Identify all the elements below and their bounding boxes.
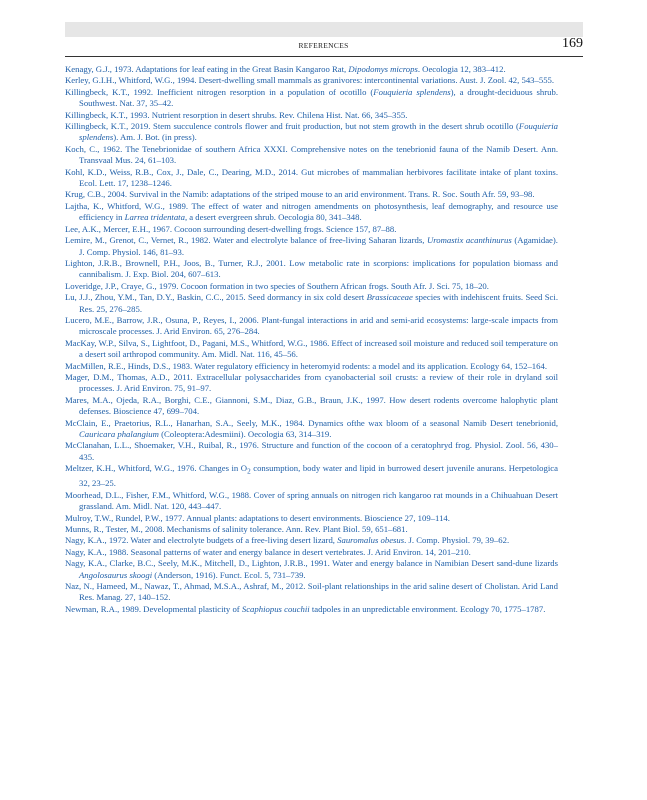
reference-entry	[65, 75, 558, 86]
reference-entry	[65, 87, 558, 110]
reference-entry	[65, 513, 558, 524]
reference-entry	[65, 201, 558, 224]
species-name: Scaphiopus couchii	[241, 603, 310, 614]
reference-entry	[65, 121, 558, 144]
reference-text: MacMillen, R.E., Hinds, D.S., 1983. Water regulatory efficiency in heteromyid rodents: a model and its application. Ecology 64, 152–164.	[65, 360, 548, 371]
reference-text: Killingbeck, K.T., 1992. Inefficient nitrogen resorption in a population of ocotillo (	[65, 86, 374, 97]
reference-text: Kenagy, G.J., 1973. Adaptations for leaf eating in the Great Basin Kangaroo Rat,	[65, 64, 349, 74]
reference-entry	[65, 64, 558, 75]
reference-text: species with indehiscent fruits. Seed Sci. Res. 25, 276–285.	[79, 292, 558, 314]
reference-text: Naz, N., Hameed, M., Nawaz, T., Ahmad, M.S.A., Ashraf, M., 2012. Soil-plant relationships in the arid saline desert of Cholistan. Arid Land Res. Manag. 27, 140–152.	[65, 581, 558, 603]
reference-entry	[65, 235, 558, 258]
reference-entry	[65, 292, 558, 315]
reference-text: Lee, A.K., Mercer, E.H., 1967. Cocoon surrounding desert-dwelling frogs. Science 157, 87–88.	[65, 223, 397, 234]
reference-text: Mulroy, T.W., Rundel, P.W., 1977. Annual plants: adaptations to desert environments. Bioscience 27, 109–114.	[65, 512, 450, 523]
species-name: Cauricara phalangium	[79, 429, 159, 439]
reference-text: Lighton, J.R.B., Brownell, P.H., Joos, B., Turner, R.J., 2001. Low metabolic rate in scorpions: implications for population biomass and cannibalism. J. Exp. Biol. 204, 607–613.	[65, 257, 558, 280]
reference-entry	[65, 558, 558, 581]
subscript: 2	[247, 467, 251, 476]
reference-text: Lemire, M., Grenot, C., Vernet, R., 1982. Water and electrolyte balance of free-living Saharan lizards,	[65, 235, 427, 246]
reference-text: Lu, J.J., Zhou, Y.M., Tan, D.Y., Baskin, C.C., 2015. Seed dormancy in six cold desert	[65, 292, 367, 303]
reference-text: Kohl, K.D., Weiss, R.B., Cox, J., Dale, C., Dearing, M.D., 2014. Gut microbes of mammalian herbivores facilitate intake of plant toxins. Ecol. Lett. 17, 1238–1246.	[65, 166, 558, 189]
reference-entry	[65, 315, 558, 338]
header-rule	[65, 56, 583, 57]
reference-text: ). Am. J. Bot. (in press).	[113, 132, 197, 143]
reference-entry	[65, 524, 558, 535]
reference-text: (Agamidae). J. Comp. Physiol. 146, 81–93.	[79, 235, 558, 257]
reference-text: tadpoles in an unpredictable environment. Ecology 70, 1775–1787.	[309, 603, 546, 614]
reference-entry	[65, 110, 558, 121]
reference-entry	[65, 189, 558, 200]
reference-text: McClain, E., Praetorius, R.L., Hanarhan, S.A., Seely, M.K., 1984. Dynamics ofthe wax bloom of a seasonal Namib Desert tenebrionid,	[65, 417, 558, 428]
reference-text: Koch, C., 1962. The Tenebrionidae of southern Africa XXXI. Comprehensive notes on the tenebrionid fauna of the Namib Desert. Ann. Transvaal Mus. 24, 61–103.	[65, 143, 558, 166]
species-name: Sauromalus obesus	[337, 535, 405, 546]
running-head: REFERENCES	[298, 41, 349, 50]
reference-text: Krug, C.B., 2004. Survival in the Namib: adaptations of the striped mouse to an arid environment. Trans. R. Soc. South Afr. 59, 93–98.	[65, 189, 535, 200]
reference-text: Killingbeck, K.T., 1993. Nutrient resorption in desert shrubs. Rev. Chilena Hist. Nat. 66, 345–355.	[65, 109, 408, 120]
species-name: Fouquieria splendens	[79, 121, 558, 143]
reference-entry	[65, 281, 558, 292]
reference-entry	[65, 224, 558, 235]
reference-entry	[65, 581, 558, 604]
reference-text: Lajtha, K., Whitford, W.G., 1989. The effect of water and nitrogen amendments on photosynthesis, leaf demography, and resource use efficiency in	[65, 200, 558, 223]
reference-entry	[65, 440, 558, 463]
reference-text: Killingbeck, K.T., 2019. Stem succulence controls flower and fruit production, but not stem growth in the desert shrub ocotillo (	[65, 121, 519, 132]
species-name: Dipodomys microps	[348, 64, 418, 74]
reference-list	[65, 64, 558, 615]
reference-text: Munns, R., Tester, M., 2008. Mechanisms of salinity tolerance. Ann. Rev. Plant Biol. 59, 651–681.	[65, 523, 408, 534]
reference-text: Moorhead, D.L., Fisher, F.M., Whitford, W.G., 1988. Cover of spring annuals on nitrogen rich kangaroo rat mounds in a Chihuahuan Desert grassland. Am. Midl. Nat. 120, 443–447.	[65, 489, 558, 512]
reference-text: ), a drought-deciduous shrub. Southwest. Nat. 37, 35–42.	[79, 86, 559, 109]
reference-text: Nagy, K.A., 1972. Water and electrolyte budgets of a free-living desert lizard,	[65, 535, 338, 546]
reference-text: Newman, R.A., 1989. Developmental plasticity of	[65, 603, 242, 614]
reference-text: (Anderson, 1916). Funct. Ecol. 5, 731–739.	[152, 569, 306, 580]
reference-entry	[65, 167, 558, 190]
reference-text: , a desert evergreen shrub. Oecologia 80, 341–348.	[184, 212, 362, 223]
reference-entry	[65, 490, 558, 513]
reference-entry	[65, 361, 558, 372]
reference-text: Lucero, M.E., Barrow, J.R., Osuna, P., Reyes, I., 2006. Plant-fungal interactions in arid and semi-arid ecosystems: large-scale impacts from microscale processes. J. Arid Environ. 65, 276–284.	[65, 314, 558, 337]
page-number: 169	[562, 36, 583, 51]
reference-text: Mares, M.A., Ojeda, R.A., Borghi, C.E., Giannoni, S.M., Diaz, G.B., Braun, J.K., 1997. How desert rodents overcome halophytic plant defenses. Bioscience 47, 699–704.	[65, 394, 558, 417]
reference-entry	[65, 338, 558, 361]
reference-entry	[65, 372, 558, 395]
species-name: Uromastix acanthinurus	[426, 235, 512, 246]
reference-text: Kerley, G.I.H., Whitford, W.G., 1994. Desert-dwelling small mammals as granivores: intercontinental variations. Aust. J. Zool. 42, 543–555.	[65, 75, 555, 86]
reference-entry	[65, 547, 558, 558]
header-bar	[65, 22, 583, 37]
species-name: Larrea tridentata	[124, 212, 185, 223]
reference-entry	[65, 418, 558, 441]
species-name: Brassicaceae	[366, 292, 413, 303]
reference-entry	[65, 258, 558, 281]
reference-text: Loveridge, J.P., Craye, G., 1979. Cocoon formation in two species of Southern African frogs. South Afr. J. Sci. 75, 18–20.	[65, 280, 489, 291]
reference-text: Nagy, K.A., 1988. Seasonal patterns of water and energy balance in desert vertebrates. J. Arid Environ. 14, 201–210.	[65, 546, 471, 557]
reference-text: Meltzer, K.H., Whitford, W.G., 1976. Changes in O	[65, 463, 248, 474]
reference-text: Mager, D.M., Thomas, A.D., 2011. Extracellular polysaccharides from cyanobacterial soil crusts: a review of their role in dryland soil processes. J. Arid Environ. 75, 91–97.	[65, 371, 558, 394]
reference-text: (Coleoptera:Adesmiini). Oecologia 63, 314–319.	[158, 429, 332, 439]
reference-text: consumption, body water and lipid in burrowed desert juvenile anurans. Herpetologica 32, 23–25.	[79, 463, 558, 489]
reference-entry	[65, 144, 558, 167]
reference-entry	[65, 463, 558, 490]
reference-text: McClanahan, L.L., Shoemaker, V.H., Ruibal, R., 1976. Structure and function of the cocoon of a ceratophryd frog. Physiol. Zool. 56, 430–435.	[65, 440, 558, 462]
species-name: Angolosaurus skoogi	[79, 569, 153, 580]
reference-text: . Oecologia 12, 383–412.	[417, 64, 506, 74]
reference-entry	[65, 395, 558, 418]
reference-text: Nagy, K.A., Clarke, B.C., Seely, M.K., Mitchell, D., Lighton, J.R.B., 1991. Water and energy balance in Namibian Desert sand-dune lizards	[65, 558, 558, 569]
reference-entry	[65, 604, 558, 615]
reference-entry	[65, 535, 558, 546]
reference-text: MacKay, W.P., Silva, S., Lightfoot, D., Pagani, M.S., Whitford, W.G., 1986. Effect of increased soil moisture and reduced soil temperature on a desert soil arthropod community. Am. Midl. Nat. 116, 45–56.	[65, 337, 558, 360]
species-name: Fouquieria splendens	[373, 86, 451, 97]
reference-text: . J. Comp. Physiol. 79, 39–62.	[404, 535, 510, 546]
